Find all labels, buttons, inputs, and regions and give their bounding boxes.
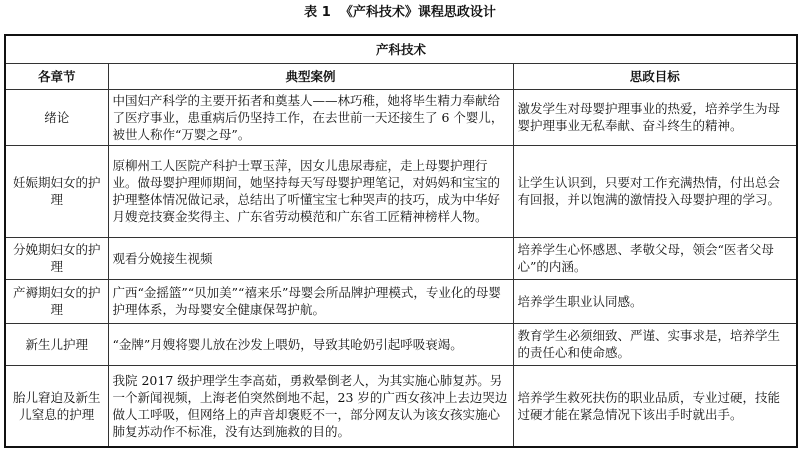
table-row	[5, 279, 797, 323]
table-row	[5, 365, 797, 447]
row-case: 原柳州工人医院产科护士覃玉萍，因女儿患尿毒症，走上母婴护理行业。做母婴护理师期间，她坚持每天写母婴护理笔记，对妈妈和宝宝的护理整体情况做记录，总结出了听懂宝宝七种哭声的技巧，成为中华好月嫂竞技赛金奖得主、广东省劳动模范和广东省工匠精神榜样人物。	[108, 145, 513, 237]
row-case: 观看分娩接生视频	[108, 237, 513, 279]
row-section: 分娩期妇女的护理	[5, 237, 108, 279]
row-goal: 培养学生心怀感恩、孝敬父母，领会“医者父母心”的内涵。	[513, 237, 797, 279]
table-row	[5, 145, 797, 237]
row-goal: 激发学生对母婴护理事业的热爱，培养学生为母婴护理事业无私奉献、奋斗终生的精神。	[513, 89, 797, 145]
caption-number: 表 1	[304, 5, 331, 20]
table-header-row	[5, 63, 797, 89]
table-row	[5, 237, 797, 279]
row-section: 妊娠期妇女的护理	[5, 145, 108, 237]
row-case: 我院 2017 级护理学生李高茹，勇救晕倒老人，为其实施心肺复苏。另一个新闻视频，上海老伯突然倒地不起，23 岁的广西女孩冲上去边哭边做人工呼吸，但网络上的声音却褒贬不一，部分网友认为该女孩实施心肺复苏动作不标准，没有达到施救的目的。	[108, 365, 513, 447]
row-section: 胎儿窘迫及新生儿窒息的护理	[5, 365, 108, 447]
row-goal: 让学生认识到，只要对工作充满热情，付出总会有回报，并以饱满的激情投入母婴护理的学习。	[513, 145, 797, 237]
row-section: 绪论	[5, 89, 108, 145]
table-title-row	[5, 35, 797, 63]
header-case: 典型案例	[108, 63, 513, 89]
table-row	[5, 89, 797, 145]
table-row	[5, 323, 797, 365]
course-design-table	[4, 34, 798, 448]
table-caption	[0, 0, 800, 26]
header-goal: 思政目标	[513, 63, 797, 89]
row-goal: 培养学生救死扶伤的职业品质，专业过硬，技能过硬才能在紧急情况下该出手时就出手。	[513, 365, 797, 447]
row-section: 新生儿护理	[5, 323, 108, 365]
row-goal: 培养学生职业认同感。	[513, 279, 797, 323]
table-title: 产科技术	[5, 35, 797, 63]
caption-title: 《产科技术》课程思政设计	[339, 5, 496, 20]
row-goal: 教育学生必须细致、严谨、实事求是，培养学生的责任心和使命感。	[513, 323, 797, 365]
header-section: 各章节	[5, 63, 108, 89]
row-case: “金牌”月嫂将婴儿放在沙发上喂奶，导致其呛奶引起呼吸衰竭。	[108, 323, 513, 365]
row-case: 中国妇产科学的主要开拓者和奠基人——林巧稚，她将毕生精力奉献给了医疗事业，患重病后仍坚持工作，在去世前一天还接生了 6 个婴儿，被世人称作“万婴之母”。	[108, 89, 513, 145]
row-section: 产褥期妇女的护理	[5, 279, 108, 323]
row-case: 广西“金摇篮”“贝加美”“禧来乐”母婴会所品牌护理模式，专业化的母婴护理体系，为母婴安全健康保驾护航。	[108, 279, 513, 323]
